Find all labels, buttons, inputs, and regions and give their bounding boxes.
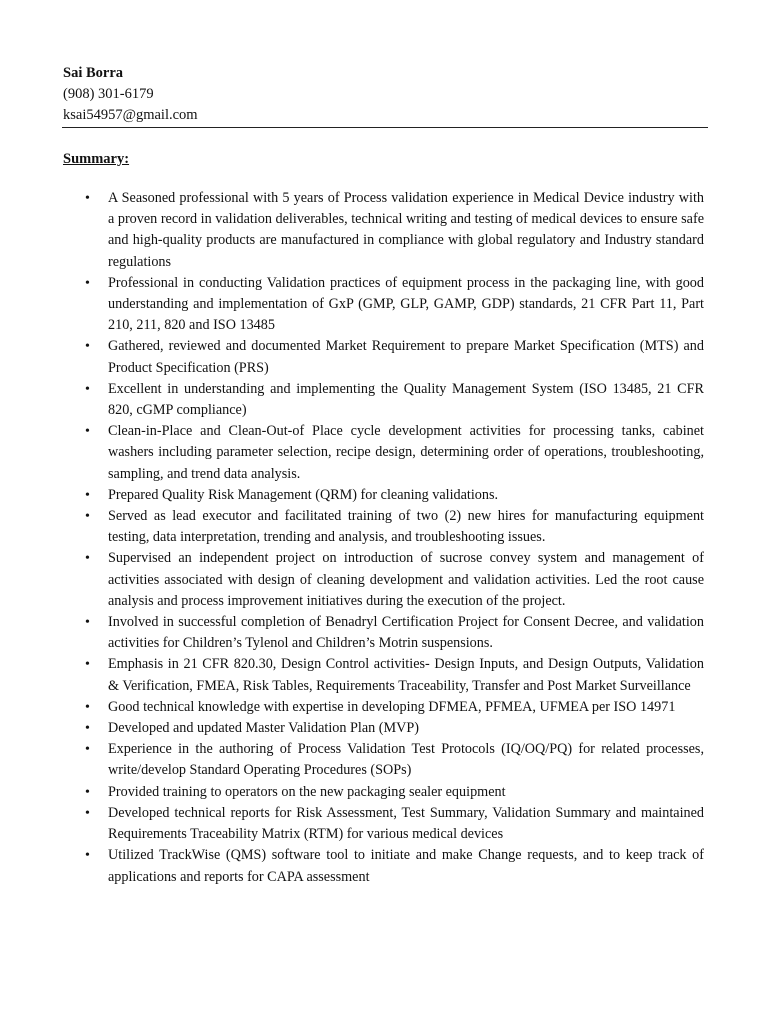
summary-item: • Supervised an independent project on introduction of sucrose convey system and management of activities associated with design of cleaning development and validation activities. Led the root cause analysis and process improvement initiatives during the execution of the project. <box>108 548 704 612</box>
summary-item: • Prepared Quality Risk Management (QRM) for cleaning validations. <box>108 485 704 506</box>
summary-item: • Professional in conducting Validation practices of equipment process in the packaging line, with good understanding and implementation of GxP (GMP, GLP, GAMP, GDP) standards, 21 CFR Part 11, Part 210, 211, 820 and ISO 13485 <box>108 273 704 337</box>
summary-item: • Experience in the authoring of Process Validation Test Protocols (IQ/OQ/PQ) for related processes, write/develop Standard Operating Procedures (SOPs) <box>108 739 704 781</box>
summary-heading: Summary: <box>63 151 130 167</box>
summary-item: • Clean-in-Place and Clean-Out-of Place cycle development activities for processing tanks, cabinet washers including parameter selection, recipe design, determining order of operations, troubleshooting, sampling, and trend data analysis. <box>108 421 704 485</box>
summary-item: • Served as lead executor and facilitated training of two (2) new hires for manufacturing equipment testing, data interpretation, trending and analysis, and troubleshooting issues. <box>108 506 704 548</box>
candidate-name: Sai Borra <box>63 65 124 81</box>
summary-item: • Gathered, reviewed and documented Market Requirement to prepare Market Specification (MTS) and Product Specification (PRS) <box>108 336 704 378</box>
summary-item: • Provided training to operators on the new packaging sealer equipment <box>108 782 704 803</box>
phone-number: (908) 301-6179 <box>63 86 154 102</box>
summary-item: • Emphasis in 21 CFR 820.30, Design Control activities- Design Inputs, and Design Outputs, Validation & Verification, FMEA, Risk Tables, Requirements Traceability, Transfer and Post Market Surveillance <box>108 654 704 696</box>
contact-header <box>63 63 198 126</box>
summary-item: • Utilized TrackWise (QMS) software tool to initiate and make Change requests, and to keep track of applications and reports for CAPA assessment <box>108 845 704 887</box>
email-address: ksai54957@gmail.com <box>63 107 198 123</box>
summary-item: • Good technical knowledge with expertise in developing DFMEA, PFMEA, UFMEA per ISO 14971 <box>108 697 704 718</box>
summary-item: • Excellent in understanding and implementing the Quality Management System (ISO 13485, 21 CFR 820, cGMP compliance) <box>108 379 704 421</box>
summary-item: • Developed technical reports for Risk Assessment, Test Summary, Validation Summary and maintained Requirements Traceability Matrix (RTM) for various medical devices <box>108 803 704 845</box>
summary-item: • Involved in successful completion of Benadryl Certification Project for Consent Decree, and validation activities for Children’s Tylenol and Children’s Motrin suspensions. <box>108 612 704 654</box>
summary-item: • A Seasoned professional with 5 years of Process validation experience in Medical Device industry with a proven record in validation deliverables, technical writing and testing of medical devices to ensure safe and high-quality products are manufactured in compliance with global regulatory and Industry standard regulations <box>108 188 704 273</box>
header-divider <box>62 127 708 128</box>
summary-item: • Developed and updated Master Validation Plan (MVP) <box>108 718 704 739</box>
summary-list <box>108 188 704 888</box>
